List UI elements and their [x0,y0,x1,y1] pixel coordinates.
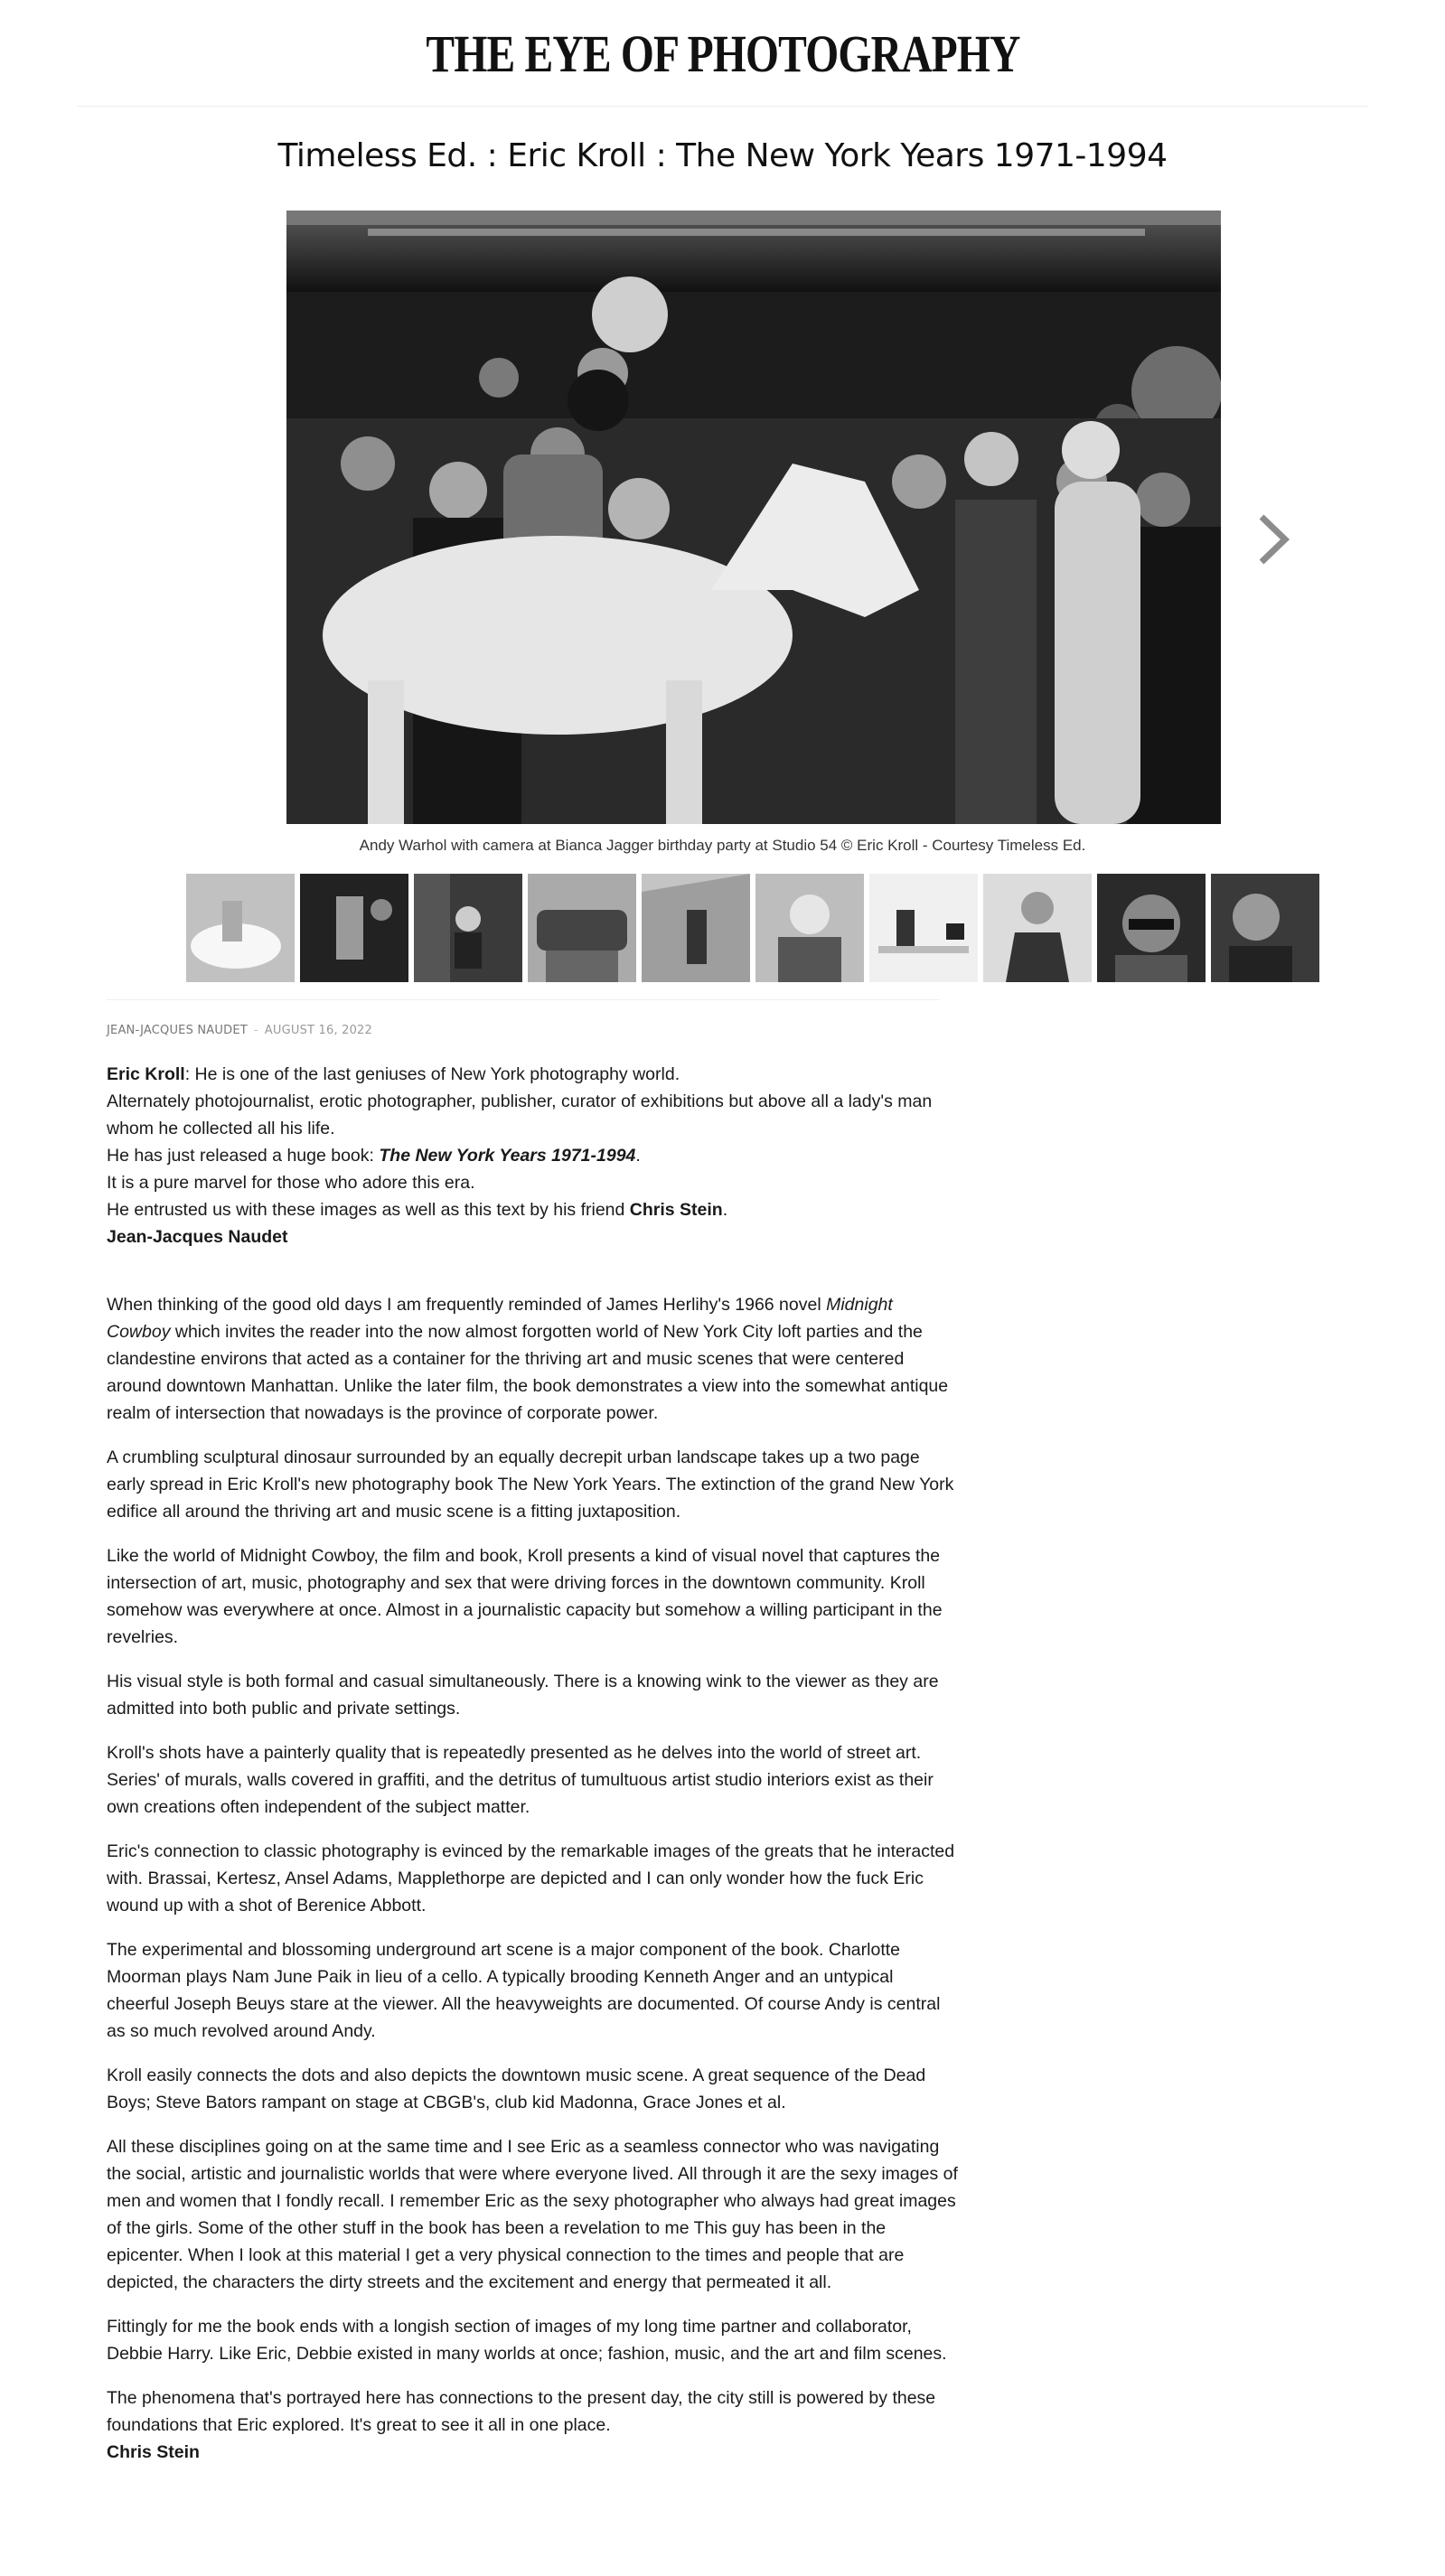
site-logo[interactable]: THE EYE OF PHOTOGRAPHY [426,24,1020,83]
paragraph: A crumbling sculptural dinosaur surrounded by an equally decrepit urban landscape takes up a two page early spread in Eric Kroll's new photography book The New York Years. The extinction of the grand New York edifice all around the thriving art and music scene is a fitting juxtaposition. [107,1447,954,1522]
paragraph: Like the world of Midnight Cowboy, the film and book, Kroll presents a kind of visual novel that captures the intersection of art, music, photography and sex that were driving forces in the downtown community. Kroll somehow was everywhere at once. Almost in a journalistic capacity but somehow a willing participant in the revelries. [107,1546,943,1647]
meta-divider [107,999,940,1000]
paragraph: Kroll easily connects the dots and also depicts the downtown music scene. A great sequence of the Dead Boys; Steve Bators rampant on stage at CBGB's, club kid Madonna, Grace Jones et al. [107,2065,926,2112]
thumbnail[interactable] [300,874,408,982]
paragraph: All these disciplines going on at the same time and I see Eric as a seamless connector who was navigating the social, artistic and journalistic worlds that were where everyone lived. All through it are the sexy images of men and women that I fondly recall. I remember Eric as the sexy photographer who always had great images of the girls. Some of the other stuff in the book has been a revelation to me This guy has been in the epicenter. When I look at this material I get a very physical connection to the times and people that are depicted, the characters the dirty streets and the excitement and energy that permeated it all. [107,2137,958,2292]
intro-line: He has just released a huge book: The New York Years 1971-1994. [107,1146,641,1166]
author-link[interactable]: JEAN-JACQUES NAUDET [107,1024,248,1037]
intro-line: Alternately photojournalist, erotic photographer, publisher, curator of exhibitions but above all a lady's man whom he collected all his life. [107,1091,933,1138]
paragraph: Eric's connection to classic photography is evinced by the remarkable images of the greats that he interacted with. Brassai, Kertesz, Ansel Adams, Mapplethorpe are depicted and I can only wonder how the fuck Eric wound up with a shot of Berenice Abbott. [107,1841,955,1916]
book-title: The New York Years 1971-1994 [379,1146,636,1166]
article-signature: Chris Stein [107,2442,200,2462]
intro-line: He entrusted us with these images as well as this text by his friend Chris Stein. [107,1200,728,1220]
paragraph: The phenomena that's portrayed here has connections to the present day, the city still is powered by these foundations that Eric explored. It's great to see it all in one place. [107,2388,936,2435]
thumbnail[interactable] [1211,874,1319,982]
thumbnail[interactable] [528,874,636,982]
paragraph: His visual style is both formal and casual simultaneously. There is a knowing wink to the viewer as they are admitted into both public and private settings. [107,1672,939,1719]
thumbnail[interactable] [642,874,750,982]
thumbnail[interactable] [869,874,978,982]
paragraph: The experimental and blossoming underground art scene is a major component of the book. Charlotte Moorman plays Nam June Paik in lieu of a cello. A typically brooding Kenneth Anger and an untypical cheerful Joseph Beuys stare at the viewer. All the heavyweights are documented. Of course Andy is central as so much revolved around Andy. [107,1940,941,2041]
article-intro [107,1061,961,1251]
article-body [107,1061,961,2483]
intro-line: It is a pure marvel for those who adore this era. [107,1173,475,1193]
publish-date: AUGUST 16, 2022 [264,1024,372,1037]
image-caption: Andy Warhol with camera at Bianca Jagger birthday party at Studio 54 © Eric Kroll - Courtesy Timeless Ed. [359,837,1086,854]
thumbnail[interactable] [414,874,522,982]
main-photo[interactable] [286,211,1221,824]
intro-line: Eric Kroll: He is one of the last geniuses of New York photography world. [107,1064,680,1084]
paragraph: When thinking of the good old days I am frequently reminded of James Herlihy's 1966 novel Midnight Cowboy which invites the reader into the now almost forgotten world of New York City loft parties and the clandestine environs that acted as a container for the thriving art and music scenes that were centered around downtown Manhattan. Unlike the later film, the book demonstrates a view into the somewhat antique realm of intersection that nowadays is the province of corporate power. [107,1295,949,1423]
site-header [78,0,1368,107]
thumbnail[interactable] [186,874,295,982]
article-meta: JEAN-JACQUES NAUDET - AUGUST 16, 2022 [107,1024,372,1037]
paragraph: Fittingly for me the book ends with a longish section of images of my long time partner and collaborator, Debbie Harry. Like Eric, Debbie existed in many worlds at once; fashion, music, and the art and film scenes. [107,2317,947,2364]
intro-signature: Jean-Jacques Naudet [107,1227,288,1247]
next-arrow-icon[interactable] [1253,511,1294,567]
thumbnail[interactable] [755,874,864,982]
thumbnail[interactable] [983,874,1092,982]
article-title: Timeless Ed. : Eric Kroll : The New York Years 1971-1994 [277,137,1168,174]
thumbnail-strip [186,874,1319,982]
article-text [107,1291,961,2466]
thumbnail[interactable] [1097,874,1206,982]
paragraph: Kroll's shots have a painterly quality that is repeatedly presented as he delves into the world of street art. Series' of murals, walls covered in graffiti, and the detritus of tumultuous artist studio interiors exist as their own creations often independent of the subject matter. [107,1743,934,1817]
